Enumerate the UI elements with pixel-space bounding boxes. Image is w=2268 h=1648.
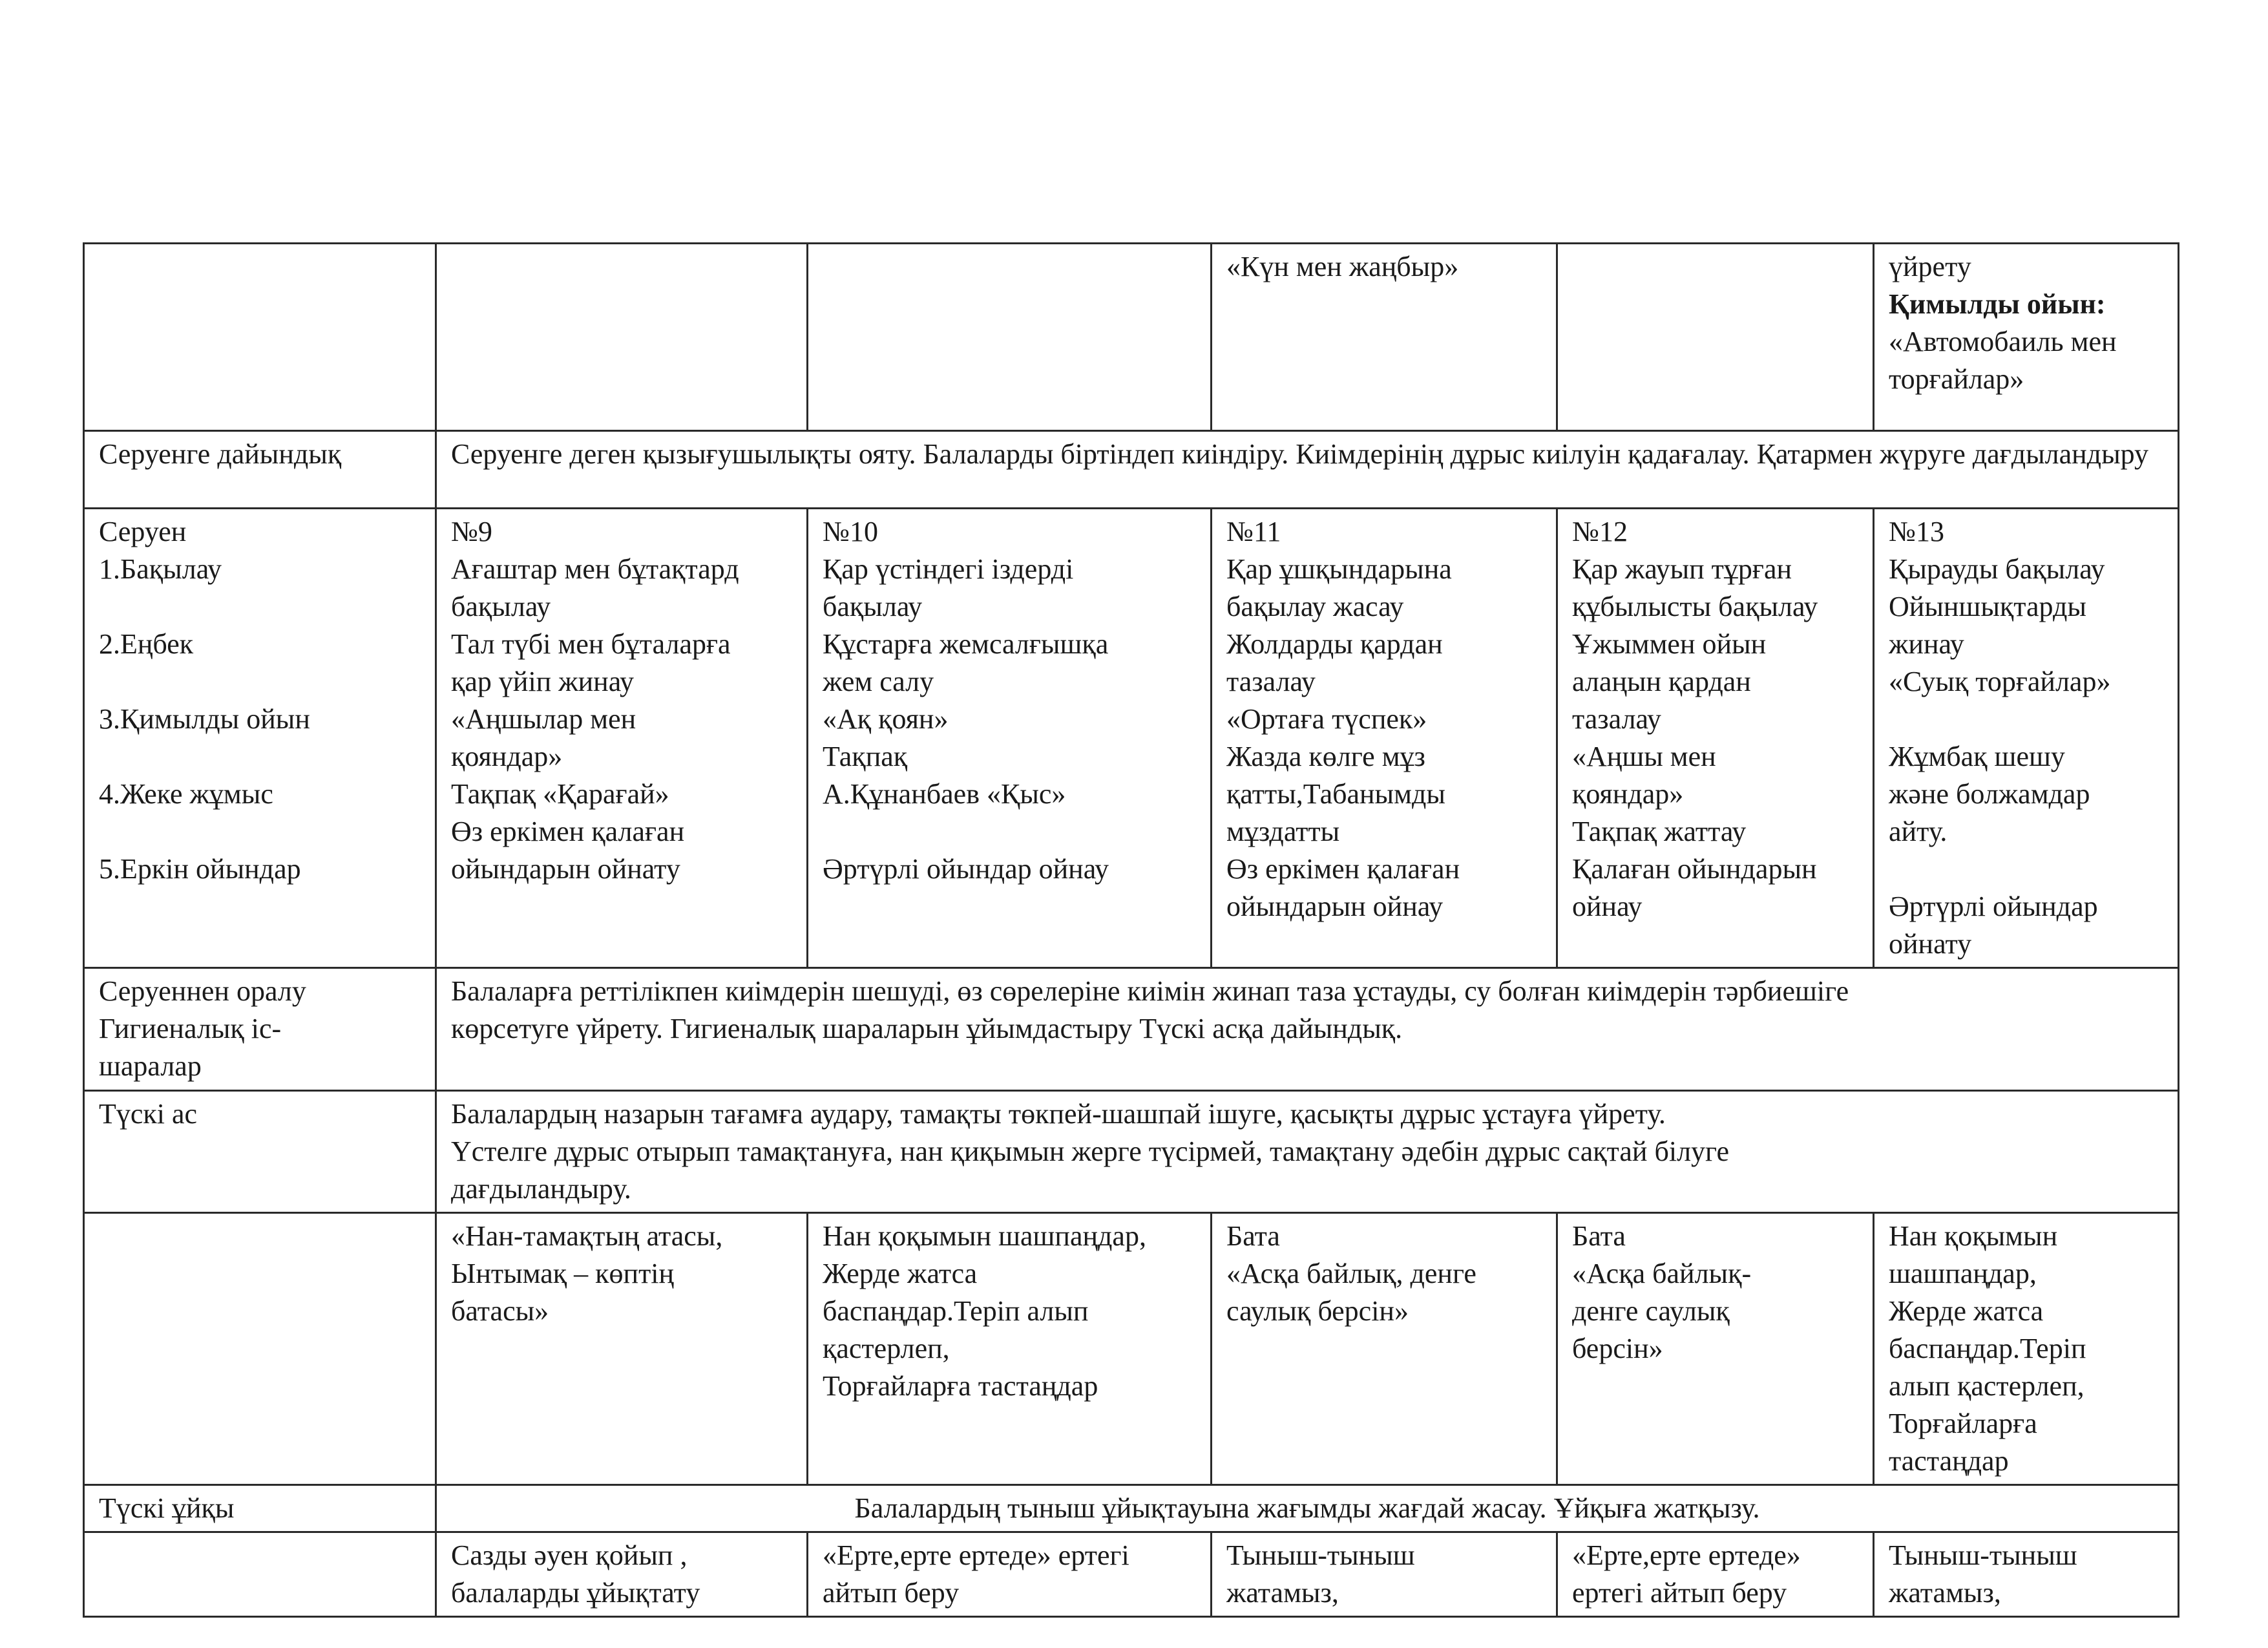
row-walk-label-line: 1.Бақылау [99,553,222,585]
row-top-label-cell [84,244,436,431]
row-lunch-words-c5-line: денге саулық [1572,1295,1730,1327]
row-walk-c5-line: «Аңшы мен [1572,741,1716,772]
row-lunch-words-c5-line: берсін» [1572,1333,1663,1364]
row-lunch-words-c3-line: Жерде жатса [823,1258,978,1289]
row-walk-c3-line: «Ақ қоян» [823,703,949,735]
row-walk-c5-line: Қалаған ойындарын [1572,853,1817,885]
row-lunch-words-c5-line: «Асқа байлық- [1572,1258,1752,1289]
row-walk-c4-line: Өз еркімен қалаған [1226,853,1460,885]
row-walk-label-gap [99,813,421,850]
row-lunch-words-c4-line: «Асқа байлық, денге [1226,1258,1476,1289]
row-return-text-line: Балаларға реттілікпен киімдерін шешуді, өз сөрелеріне киімін жинап таза ұстауды, су болған киімдерін тәрбиешіге [451,975,1849,1007]
row-nap-detail-c4-line: жатамыз, [1226,1577,1339,1609]
row-lunch-words-cell-c5 [1557,1213,1874,1485]
row-walk-c4-line: Жолдарды қардан [1226,628,1443,660]
row-lunch-words-label-cell [84,1213,436,1485]
row-walk-cell-c3 [808,509,1212,968]
row-return-text-line: көрсетуге үйрету. Гигиеналық шараларын ұйымдастыру Түскі асқа дайындық. [451,1013,1403,1044]
row-walk-label-line: 5.Еркін ойындар [99,853,301,885]
row-lunch-words-c4-line: саулық берсін» [1226,1295,1409,1327]
row-top-c6-line2: «Автомобаиль мен [1889,326,2117,357]
row-lunch-label: Түскі ас [99,1098,198,1130]
row-lunch-text-line: дағдыландыру. [451,1173,631,1205]
row-walk-label-line: Серуен [99,516,187,547]
row-lunch-words-c5-line: Бата [1572,1220,1626,1252]
row-walk-c2-line: Тақпақ «Қарағай» [451,778,669,810]
row-lunch-words-c6-line: алып қастерлеп, [1889,1370,2084,1402]
row-nap-text: Балалардың тыныш ұйықтауына жағымды жағдай жасау. Ұйқыға жатқызу. [854,1492,1760,1524]
row-walk-c3-line: Тақпақ [823,741,908,772]
row-return-label-line: Серуеннен оралу [99,975,306,1007]
row-nap-detail-c6-line: Тыныш-тыныш [1889,1539,2077,1571]
row-walk-c6-line: Ойыншықтарды [1889,591,2086,622]
row-top-cell-c4 [1212,244,1557,431]
row-walk-label-gap [99,738,421,776]
table-row [84,244,2179,431]
row-walk-c5-line: №12 [1572,516,1628,547]
daily-plan-table [83,242,2179,1618]
row-lunch-words-cell-c2 [436,1213,808,1485]
row-walk-c3-line: №10 [823,516,878,547]
row-walk-c3-line: Құстарға жемсалғышқа [823,628,1109,660]
table-row [84,431,2179,509]
row-walk-c5-line: Қар жауып тұрған [1572,553,1792,585]
row-walk-c3-line: Әртүрлі ойындар ойнау [823,853,1109,885]
row-walk-c2-line: Өз еркімен қалаған [451,816,685,847]
row-lunch-words-c3-line: баспаңдар.Теріп алып [823,1295,1089,1327]
row-lunch-label-cell [84,1091,436,1213]
row-lunch-words-cell-c4 [1212,1213,1557,1485]
row-walk-c6-line: «Суық торғайлар» [1889,666,2111,697]
row-walk-label-line: 3.Қимылды ойын [99,703,310,735]
row-walk-c3-line: жем салу [823,666,934,697]
row-top-c4-text: «Күн мен жаңбыр» [1226,251,1459,282]
row-prep-label-text: Серуенге дайындық [99,438,342,470]
table-row [84,509,2179,968]
row-nap-detail-c3-line: «Ерте,ерте ертеде» ертегі [823,1539,1129,1571]
row-prep-text-cell [436,431,2179,509]
row-nap-detail-c5-line: «Ерте,ерте ертеде» [1572,1539,1801,1571]
row-walk-c6-line: айту. [1889,816,1948,847]
row-walk-c4-line: №11 [1226,516,1281,547]
row-top-cell-c6 [1874,244,2179,431]
row-walk-c2-line: қояндар» [451,741,563,772]
row-walk-c4-line: қатты,Табанымды [1226,778,1445,810]
row-prep-text: Серуенге деген қызығушылықты ояту. Балаларды біртіндеп киіндіру. Киімдерінің дұрыс киілуін қадағалау. Қатармен жүруге дағдыландыру [451,438,2149,470]
row-walk-c2-line: «Аңшылар мен [451,703,636,735]
row-lunch-words-c3-line: Нан қоқымын шашпаңдар, [823,1220,1146,1252]
row-walk-c5-line: тазалау [1572,703,1661,735]
row-lunch-words-c3-line: қастерлеп, [823,1333,950,1364]
row-nap-detail-c2-line: балаларды ұйықтату [451,1577,700,1609]
row-walk-c2-line: қар үйіп жинау [451,666,635,697]
row-walk-c4-line: бақылау жасау [1226,591,1404,622]
row-walk-label-gap [99,663,421,701]
row-lunch-words-c6-line: Нан қоқымын [1889,1220,2058,1252]
row-top-cell-c2 [436,244,808,431]
row-nap-detail-cell-c6 [1874,1532,2179,1617]
row-nap-detail-c3-line: айтып беру [823,1577,960,1609]
row-walk-c4-line: «Ортаға түспек» [1226,703,1427,735]
row-top-c6-heading: Қимылды ойын: [1889,288,2106,320]
row-walk-c6-gap [1889,701,2163,738]
table-row [84,1213,2179,1485]
table-row [84,1532,2179,1617]
row-nap-detail-c6-line: жатамыз, [1889,1577,2001,1609]
row-walk-c3-line: бақылау [823,591,923,622]
row-walk-c3-gap [823,813,1196,850]
row-walk-c4-line: тазалау [1226,666,1316,697]
row-walk-c2-line: бақылау [451,591,551,622]
row-walk-c2-line: №9 [451,516,492,547]
row-top-c6-line1: үйрету [1889,251,1971,282]
row-walk-c6-line: және болжамдар [1889,778,2090,810]
row-return-text-cell [436,968,2179,1091]
row-walk-label-gap [99,588,421,626]
row-lunch-words-c6-line: тастаңдар [1889,1445,2009,1477]
row-lunch-text-line: Балалардың назарын тағамға аудару, тамақты төкпей-шашпай ішуге, қасықты дұрыс ұстауға үйрету. [451,1098,1666,1130]
row-walk-cell-c4 [1212,509,1557,968]
row-lunch-words-c3-line: Торғайларға тастаңдар [823,1370,1098,1402]
row-walk-c5-line: Ұжыммен ойын [1572,628,1767,660]
row-walk-c4-line: Қар ұшқындарына [1226,553,1452,585]
row-walk-c6-gap [1889,850,2163,888]
row-lunch-words-c2-line: батасы» [451,1295,549,1327]
row-lunch-words-c2-line: «Нан-тамақтың атасы, [451,1220,723,1252]
row-walk-label-line: 2.Еңбек [99,628,194,660]
row-nap-detail-cell-c5 [1557,1532,1874,1617]
row-walk-cell-c2 [436,509,808,968]
row-nap-detail-c4-line: Тыныш-тыныш [1226,1539,1415,1571]
row-top-c6-line3: торғайлар» [1889,363,2024,395]
row-walk-c6-line: ойнату [1889,928,1972,960]
row-nap-detail-cell-c4 [1212,1532,1557,1617]
table-row [84,1485,2179,1532]
row-lunch-text-line: Үстелге дұрыс отырып тамақтануға, нан қиқымын жерге түсірмей, тамақтану әдебін дұрыс сақтай білуге [451,1136,1730,1167]
row-walk-c2-line: ойындарын ойнату [451,853,680,885]
row-lunch-words-cell-c6 [1874,1213,2179,1485]
row-lunch-words-c6-line: Торғайларға [1889,1408,2037,1439]
row-lunch-words-c6-line: баспаңдар.Теріп [1889,1333,2086,1364]
row-walk-c6-line: №13 [1889,516,1944,547]
row-nap-text-cell [436,1485,2179,1532]
row-walk-c6-line: Әртүрлі ойындар [1889,891,2098,922]
row-return-label-line: Гигиеналық іс- [99,1013,282,1044]
row-nap-detail-c2-line: Сазды әуен қойып , [451,1539,688,1571]
row-walk-c5-line: ойнау [1572,891,1643,922]
row-lunch-words-cell-c3 [808,1213,1212,1485]
table-row [84,1091,2179,1213]
row-lunch-words-c6-line: Жерде жатса [1889,1295,2044,1327]
row-walk-c4-line: ойындарын ойнау [1226,891,1444,922]
row-walk-c3-line: А.Құнанбаев «Қыс» [823,778,1066,810]
row-walk-c6-line: Жұмбақ шешу [1889,741,2065,772]
row-walk-cell-c6 [1874,509,2179,968]
row-walk-c6-line: Қырауды бақылау [1889,553,2105,585]
row-walk-c4-line: мұздатты [1226,816,1340,847]
row-walk-c2-line: Тал түбі мен бұталарға [451,628,731,660]
row-lunch-words-c6-line: шашпаңдар, [1889,1258,2037,1289]
row-lunch-words-c4-line: Бата [1226,1220,1280,1252]
row-nap-label: Түскі ұйқы [99,1492,235,1524]
row-nap-detail-cell-c2 [436,1532,808,1617]
row-walk-c4-line: Жазда көлге мұз [1226,741,1425,772]
row-walk-c5-line: құбылысты бақылау [1572,591,1818,622]
row-nap-detail-label-cell [84,1532,436,1617]
row-nap-label-cell [84,1485,436,1532]
row-lunch-text-cell [436,1091,2179,1213]
row-return-label-line: шаралар [99,1050,202,1082]
row-nap-detail-cell-c3 [808,1532,1212,1617]
row-walk-label-cell [84,509,436,968]
row-lunch-words-c2-line: Ынтымақ – көптің [451,1258,675,1289]
row-walk-c5-line: Тақпақ жаттау [1572,816,1747,847]
row-walk-c6-line: жинау [1889,628,1964,660]
row-walk-c5-line: алаңын қардан [1572,666,1751,697]
row-top-cell-c3 [808,244,1212,431]
row-top-cell-c5 [1557,244,1874,431]
row-nap-detail-c5-line: ертегі айтып беру [1572,1577,1787,1609]
row-walk-c5-line: қояндар» [1572,778,1684,810]
row-walk-c3-line: Қар үстіндегі іздерді [823,553,1074,585]
row-walk-cell-c5 [1557,509,1874,968]
row-walk-c2-line: Ағаштар мен бұтақтард [451,553,739,585]
row-prep-label [84,431,436,509]
table-row [84,968,2179,1091]
row-walk-label-line: 4.Жеке жұмыс [99,778,273,810]
row-return-label-cell [84,968,436,1091]
